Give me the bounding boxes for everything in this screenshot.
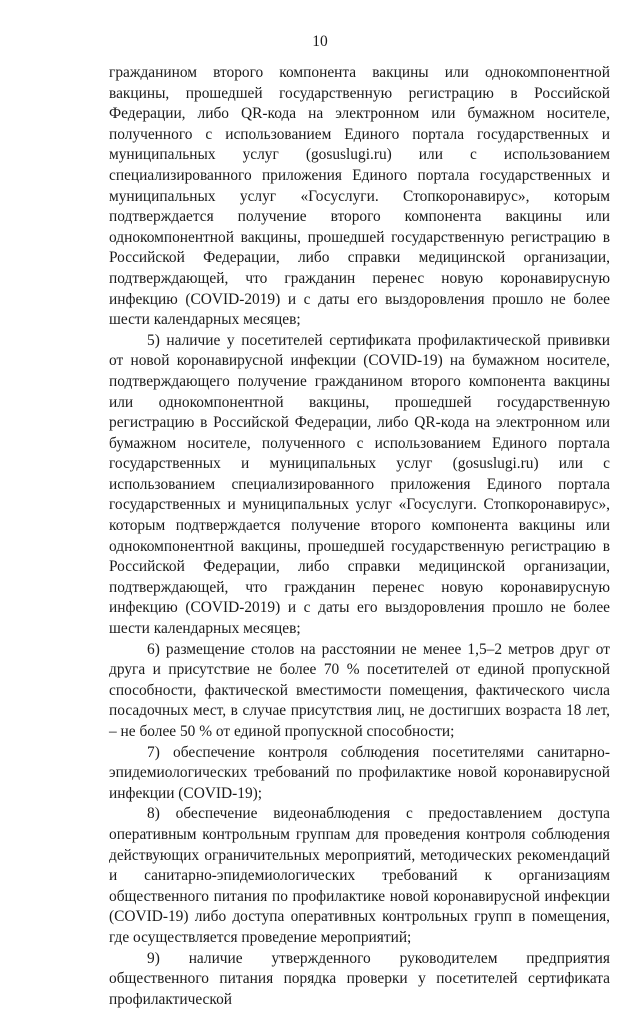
paragraph-item-9: 9) наличие утвержденного руководителем предприятия общественного питания порядка проверки у посетителей сертификата профилактической [109, 949, 610, 1008]
paragraph-item-5: 5) наличие у посетителей сертификата профилактической прививки от новой коронавирусной инфекции (COVID-19) на бумажном носителе, подтверждающего получение гражданином второго компонента вакцины или однокомпонентной вакцины, прошедшей государственную регистрацию в Российской Федерации, либо QR-кода на электронном или бумажном носителе, полученного с использованием Единого портала государственных и муниципальных услуг (gosuslugi.ru) или с использованием специализированного приложения Единого портала государственных и муниципальных услуг «Госуслуги. Стопкоронавирус», которым подтверждается получение второго компонента вакцины или однокомпонентной вакцины, прошедшей государственную регистрацию в Российской Федерации, либо справки медицинской организации, подтверждающей, что гражданин перенес новую коронавирусную инфекцию (COVID-2019) и с даты его выздоровления прошло не более шести календарных месяцев; [109, 331, 610, 638]
paragraph-item-7: 7) обеспечение контроля соблюдения посетителями санитарно-эпидемиологических требований по профилактике новой коронавирусной инфекции (COVID-19); [109, 743, 610, 802]
paragraph-item-6: 6) размещение столов на расстоянии не менее 1,5–2 метров друг от друга и присутствие не более 70 % посетителей от единой пропускной способности, фактической вместимости помещения, фактического числа посадочных мест, в случае присутствия лиц, не достигших возраста 18 лет, – не более 50 % от единой пропускной способности; [109, 640, 610, 740]
paragraph-continuation: гражданином второго компонента вакцины или однокомпонентной вакцины, прошедшей государственную регистрацию в Российской Федерации, либо QR-кода на электронном или бумажном носителе, полученного с использованием Единого портала государственных и муниципальных услуг (gosuslugi.ru) или с использованием специализированного приложения Единого портала государственных и муниципальных услуг «Госуслуги. Стопкоронавирус», которым подтверждается получение второго компонента вакцины или однокомпонентной вакцины, прошедшей государственную регистрацию в Российской Федерации, либо справки медицинской организации, подтверждающей, что гражданин перенес новую коронавирусную инфекцию (COVID-2019) и с даты его выздоровления прошло не более шести календарных месяцев; [109, 64, 610, 329]
document-body [109, 63, 610, 1010]
page-number: 10 [312, 33, 328, 50]
paragraph-item-8: 8) обеспечение видеонаблюдения с предоставлением доступа оперативным контрольным группам для проведения контроля соблюдения действующих ограничительных мероприятий, методических рекомендаций и санитарно-эпидемиологических требований к организациям общественного питания по профилактике новой коронавирусной инфекции (COVID-19) либо доступа оперативных контрольных групп в помещения, где осуществляется проведение мероприятий; [109, 805, 610, 946]
